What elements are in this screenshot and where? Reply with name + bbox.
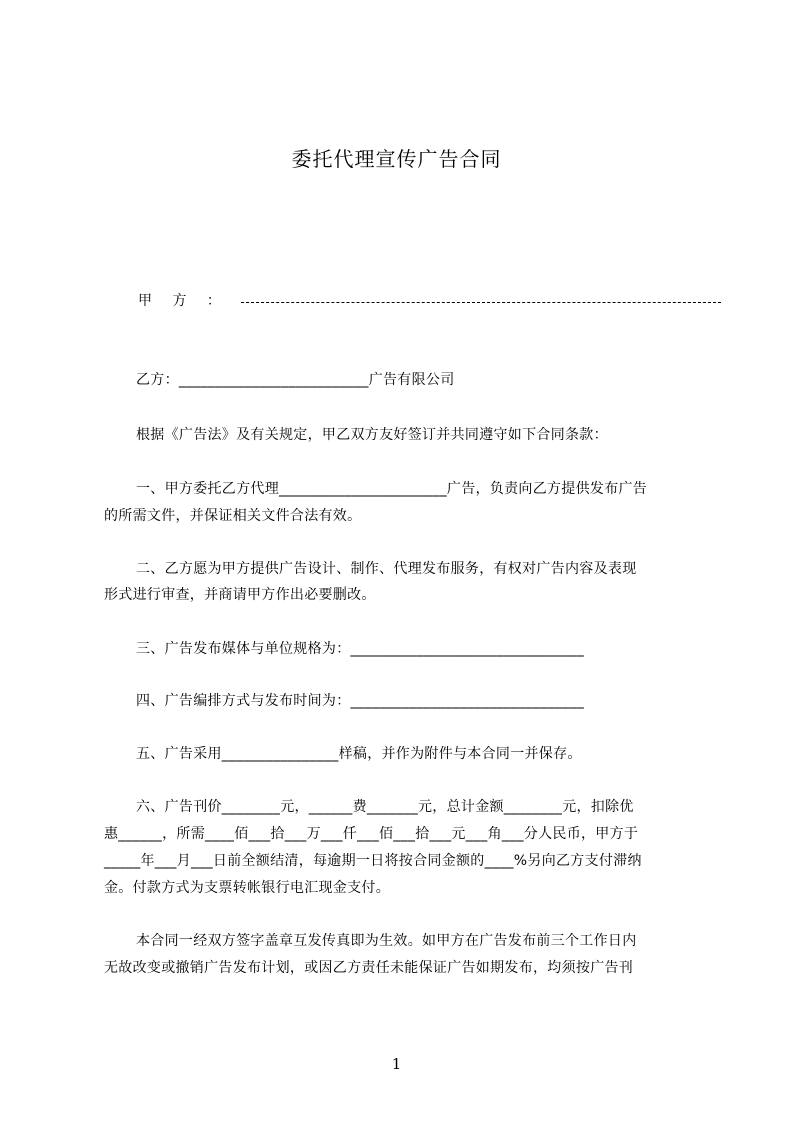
party-a-blank	[241, 290, 721, 303]
clause-6-line-4: 金。付款方式为支票转帐银行电汇现金支付。	[104, 880, 390, 896]
clause-4: 四、广告编排方式与发布时间为：________________________________	[136, 693, 585, 709]
closing-line-1: 本合同一经双方签字盖章互发传真即为生效。如甲方在广告发布前三个工作日内	[136, 933, 637, 949]
closing-line-2: 无故改变或撤销广告发布计划，或因乙方责任未能保证广告如期发布，均须按广告刊	[104, 960, 634, 976]
clause-6-line-2: 惠______，所需____佰___拾___万___仟___佰___拾___元___角___分人民币，甲方于	[104, 826, 639, 842]
clause-1-line-2: 的所需文件，并保证相关文件合法有效。	[104, 508, 362, 524]
party-a-line	[138, 291, 721, 311]
clause-2-line-1: 二、乙方愿为甲方提供广告设计、制作、代理发布服务，有权对广告内容及表现	[136, 561, 637, 577]
clause-2-line-2: 形式进行审查，并商请甲方作出必要删改。	[104, 587, 376, 603]
party-a-label: 甲 方 ：	[138, 293, 229, 309]
page-title: 委托代理宣传广告合同	[291, 147, 502, 171]
clause-6-line-1: 六、广告刊价________元，______费_______元，总计金额________元，扣除优	[136, 799, 634, 815]
clause-6-line-3: _____年___月___日前全额结清，每逾期一日将按合同金额的____%另向乙方支付滞纳	[104, 853, 642, 869]
party-b-line: 乙方：__________________________广告有限公司	[136, 372, 455, 388]
intro-paragraph: 根据《广告法》及有关规定，甲乙双方友好签订并共同遵守如下合同条款：	[136, 427, 608, 443]
clause-5: 五、广告采用________________样稿，并作为附件与本合同一并保存。	[136, 746, 582, 762]
page-number: 1	[391, 1055, 402, 1073]
clause-3: 三、广告发布媒体与单位规格为：________________________________	[136, 641, 585, 657]
clause-1-line-1: 一、甲方委托乙方代理_______________________广告，负责向乙方提供发布广告	[136, 481, 648, 497]
